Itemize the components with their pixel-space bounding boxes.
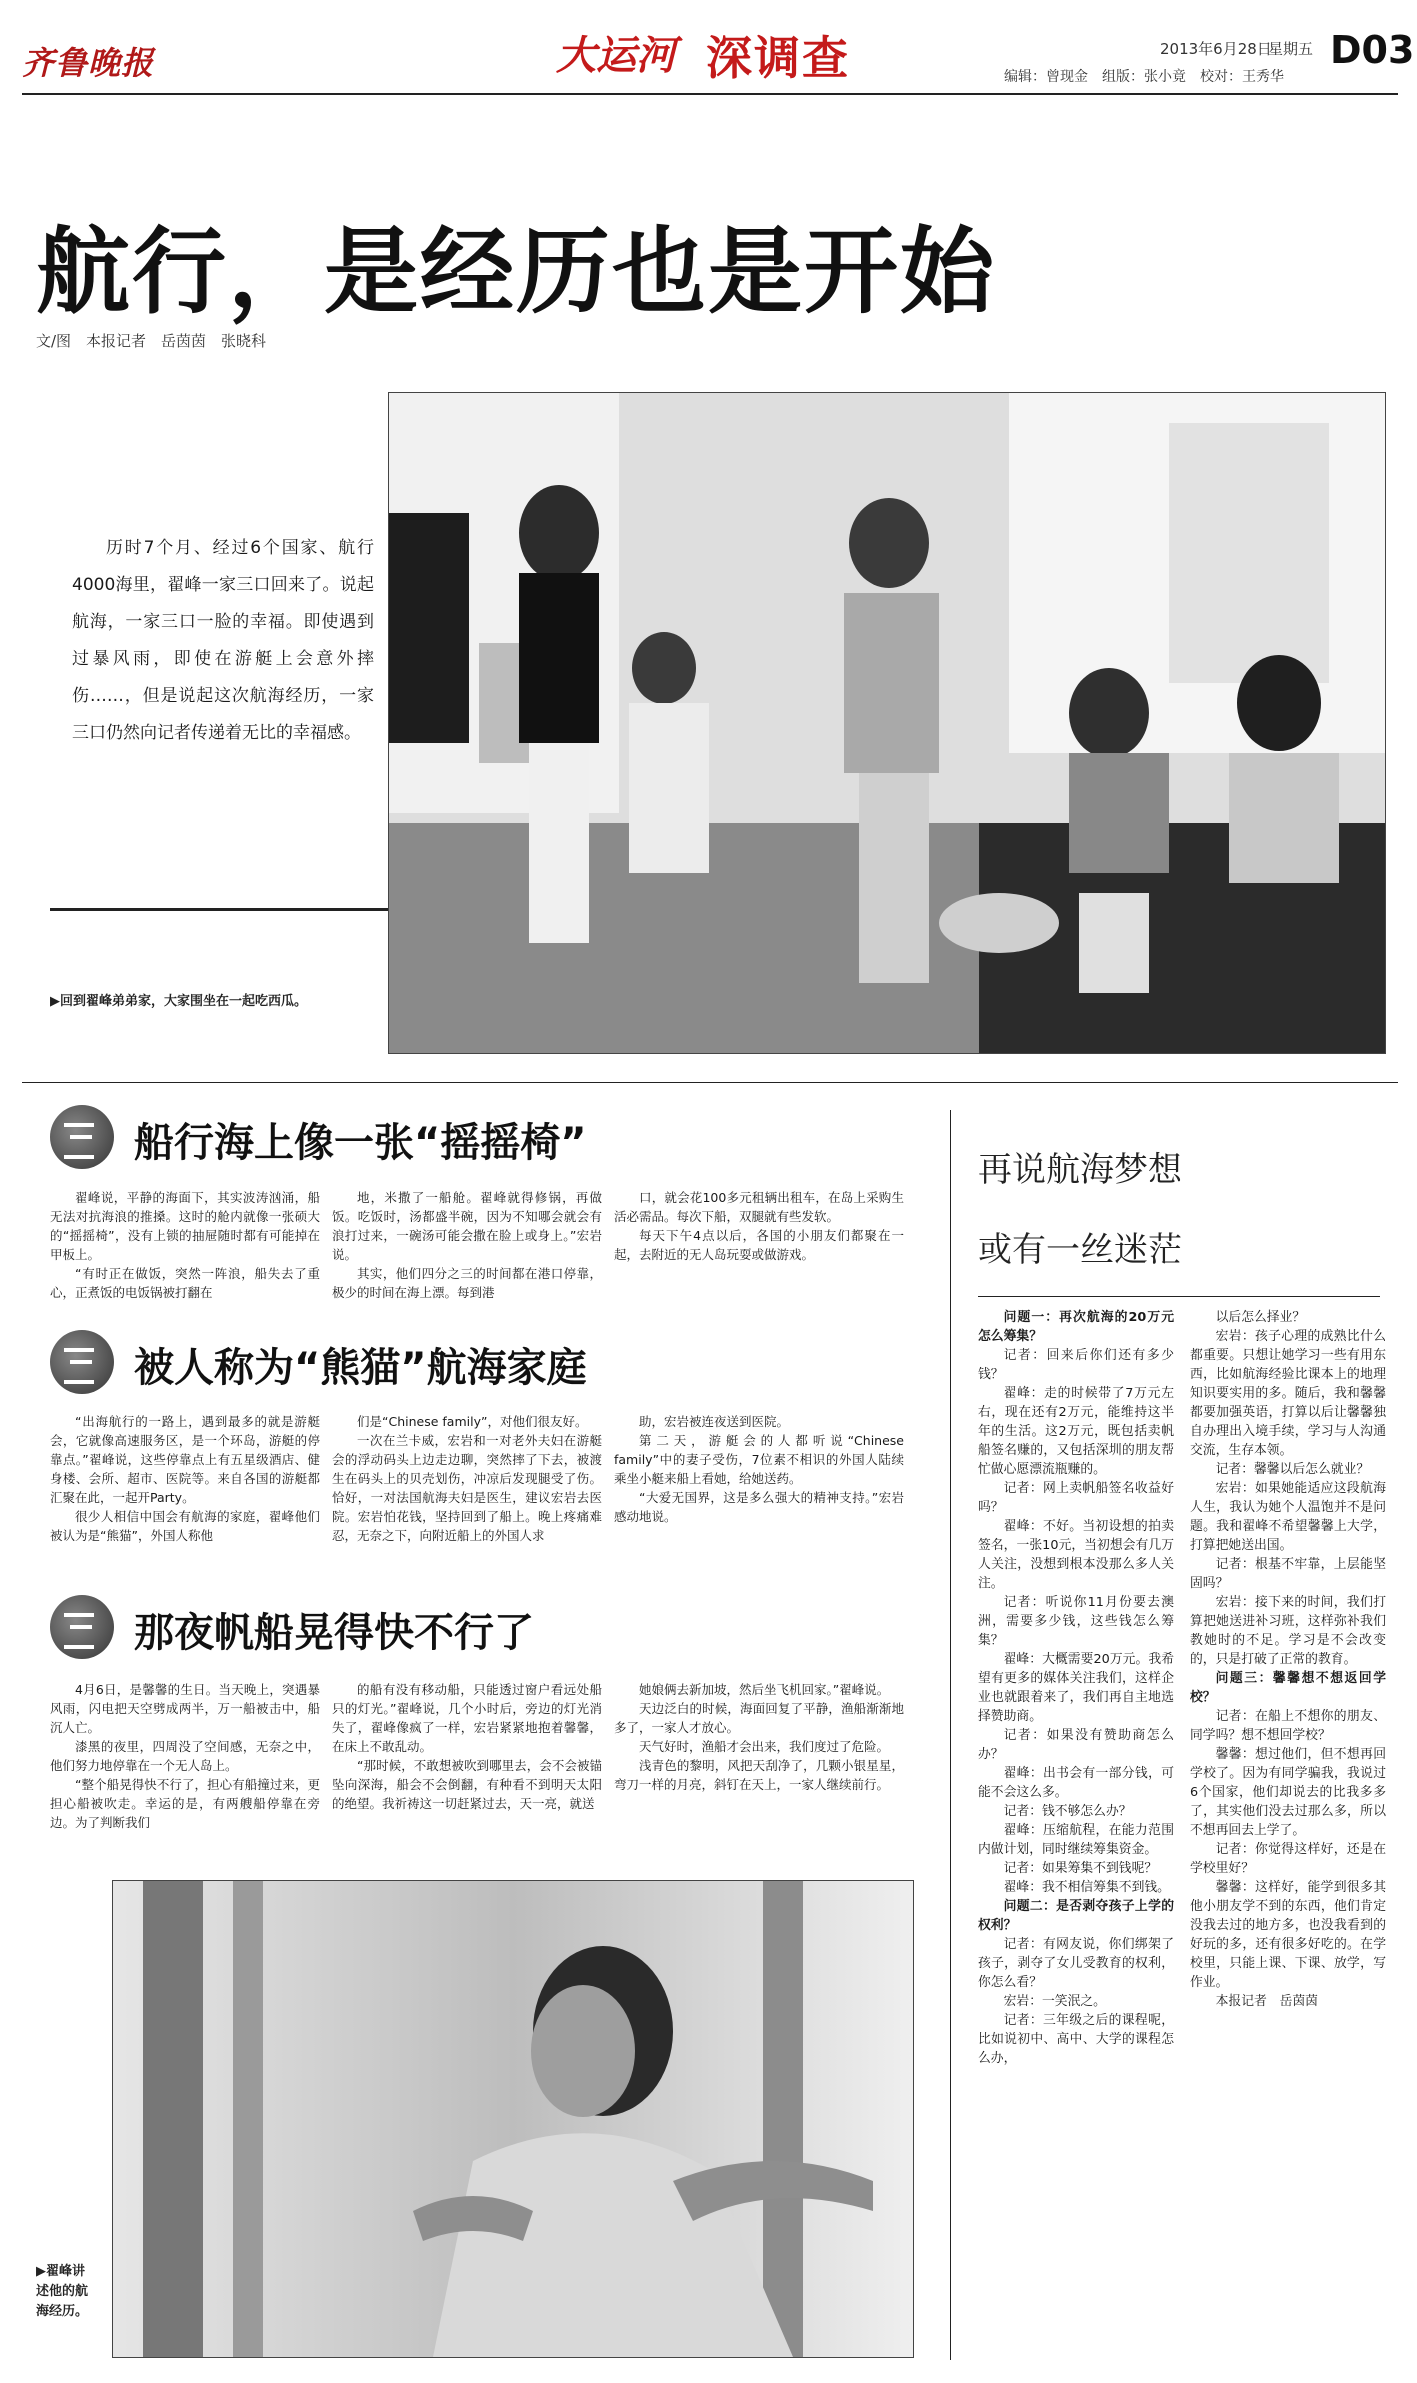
s3c1-p1: 4月6日，是馨馨的生日。当天晚上，突遇暴风雨，闪电把天空劈成两半，万一船被击中，船沉人亡。 [50,1682,320,1735]
section3-col2 [332,1680,602,1813]
s2c1-p2: 很少人相信中国会有航海的家庭，翟峰他们被认为是“熊猫”，外国人称他 [50,1509,320,1543]
sidebar-title-line2: 或有一丝迷茫 [978,1230,1182,1270]
editors-line: 编辑：曾现金 组版：张小竟 校对：王秀华 [1004,69,1284,85]
sidebar-qa-paragraph: 记者：回来后你们还有多少钱？ [978,1348,1174,1382]
section1-menu-icon [50,1105,114,1169]
sidebar-qa-paragraph: 翟峰：走的时候带了7万元左右，现在还有2万元，能维持这半年的生活。这2万元，既包括卖帆船签名赚的，又包括深圳的朋友帮忙做心愿漂流瓶赚的。 [978,1386,1174,1477]
photo-illustration [389,393,1385,1053]
s2c3-p2: 第二天，游艇会的人都听说“Chinese family”中的妻子受伤，7位素不相识的外国人陆续乘坐小艇来船上看她，给她送药。 [614,1433,904,1486]
sidebar-qa-paragraph: 宏岩：接下来的时间，我们打算把她送进补习班，这样弥补我们教她时的不足。学习是不会改变的，只是打破了正常的教育。 [1190,1595,1386,1667]
sidebar-divider [950,1110,951,2360]
section2-col2 [332,1412,602,1545]
lead-text: 历时7个月、经过6个国家、航行4000海里，翟峰一家三口回来了。说起航海，一家三口一脸的幸福。即使遇到过暴风雨，即使在游艇上会意外摔伤……，但是说起这次航海经历，一家三口仍然向记者传递着无比的幸福感。 [72,538,374,743]
section1-col2 [332,1188,602,1302]
s1c2-p2: 其实，他们四分之三的时间都在港口停靠，极少的时间在海上漂。每到港 [332,1266,602,1300]
sidebar-qa-paragraph: 馨馨：想过他们，但不想再回学校了。因为有同学骗我，我说过6个国家，他们却说去的比我多多了，其实他们没去过那么多，所以不想再回去上学了。 [1190,1747,1386,1838]
sidebar-question-heading: 问题一：再次航海的20万元怎么筹集？ [978,1310,1174,1344]
byline: 文/图 本报记者 岳茵茵 张晓科 [36,332,267,350]
sidebar-question-heading: 问题二：是否剥夺孩子上学的权利？ [978,1899,1174,1933]
photo2-caption-line1: ▶翟峰讲 [36,2264,85,2279]
section2-col3 [614,1412,904,1526]
sidebar-qa-paragraph: 记者：有网友说，你们绑架了孩子，剥夺了女儿受教育的权利，你怎么看？ [978,1937,1174,1990]
s3c1-p3: “整个船晃得快不行了，担心有船撞过来，更担心船被吹走。幸运的是，有两艘船停靠在旁边。为了判断我们 [50,1777,320,1830]
headline: 航行，是经历也是开始 [36,218,997,327]
sidebar-title-line1: 再说航海梦想 [978,1150,1182,1190]
section3-header [50,1595,930,1665]
section3-col3 [614,1680,904,1794]
sidebar-qa-paragraph: 记者：如果没有赞助商怎么办？ [978,1728,1174,1762]
section1-title: 船行海上像一张“摇摇椅” [134,1120,587,1166]
lead-box [36,500,374,920]
section2-header [50,1330,930,1400]
s3c3-p4: 浅青色的黎明，风把天刮净了，几颗小银星星，弯刀一样的月亮，斜钉在天上，一家人继续前行。 [614,1758,904,1792]
sidebar-qa-paragraph: 本报记者 岳茵茵 [1215,1994,1318,2009]
sidebar-qa-paragraph: 宏岩：如果她能适应这段航海人生，我认为她个人温饱并不是问题。我和翟峰不希望馨馨上大学，打算把她送出国。 [1190,1481,1386,1553]
sidebar-qa-paragraph: 翟峰：不好。当初设想的拍卖签名，一张10元，当初想会有几万人关注，没想到根本没那么多人关注。 [978,1519,1174,1591]
sidebar-qa-paragraph: 记者：网上卖帆船签名收益好吗？ [978,1481,1174,1515]
s2c2-p2: 一次在兰卡威，宏岩和一对老外夫妇在游艇会的浮动码头上边走边聊，突然摔了下去，被渡生在码头上的贝壳划伤，冲凉后发现腿受了伤。恰好，一对法国航海夫妇是医生，建议宏岩去医院。宏岩怕花钱，坚持回到了船上。晚上疼痛难忍，无奈之下，向附近船上的外国人求 [332,1433,602,1543]
issue-date: 2013年6月28日 [1160,40,1272,58]
issue-weekday: 星期五 [1268,40,1314,58]
masthead-rule [22,93,1398,95]
sidebar-qa-paragraph: 宏岩：孩子心理的成熟比什么都重要。只想让她学习一些有用东西，比如航海经验比课本上的地理知识要实用的多。随后，我和馨馨都要加强英语，打算以后让馨馨独自办理出入境手续，学习与人沟通交流，生存本领。 [1190,1329,1386,1458]
s1c1-p1: 翟峰说，平静的海面下，其实波涛汹涌，船无法对抗海浪的推搡。这时的舱内就像一张硕大的“摇摇椅”，没有上锁的抽屉随时都有可能掉在甲板上。 [50,1190,320,1262]
sidebar-qa-paragraph: 翟峰：我不相信筹集不到钱。 [1003,1880,1170,1895]
section2-col1 [50,1412,320,1545]
sidebar-qa-paragraph: 宏岩：一笑泯之。 [1003,1994,1106,2009]
s2c2-p1: 们是“Chinese family”，对他们很友好。 [357,1414,588,1429]
s2c3-p3: “大爱无国界，这是多么强大的精神支持。”宏岩感动地说。 [614,1490,904,1524]
sidebar-qa-paragraph: 以后怎么择业？ [1215,1310,1306,1325]
s3c1-p2: 漆黑的夜里，四周没了空间感，无奈之中，他们努力地停靠在一个无人岛上。 [50,1739,320,1773]
sidebar-qa-paragraph: 记者：钱不够怎么办？ [1003,1804,1132,1819]
s1c1-p2: “有时正在做饭，突然一阵浪，船失去了重心，正煮饭的电饭锅被打翻在 [50,1266,320,1300]
s3c2-p2: “那时候，不敢想被吹到哪里去，会不会被锚坠向深海，船会不会倒翻，有种看不到明天太阳的绝望。我祈祷这一切赶紧过去，天一亮，就送 [332,1758,602,1811]
masthead [0,0,1417,100]
section1-header [50,1105,930,1175]
sidebar-question-heading: 问题三：馨馨想不想返回学校？ [1190,1671,1386,1705]
sidebar-qa-paragraph: 翟峰：出书会有一部分钱，可能不会这么多。 [978,1766,1174,1800]
s2c1-p1: “出海航行的一路上，遇到最多的就是游艇会，它就像高速服务区，是一个环岛，游艇的停靠点。”翟峰说，这些停靠点上有五星级酒店、健身楼、会所、超市、医院等。来自各国的游艇都汇聚在此，一起开Party。 [50,1414,320,1505]
sidebar-qa-paragraph: 记者：在船上不想你的朋友、同学吗？想不想回学校？ [1190,1709,1386,1743]
main-frame-top [22,1082,1398,1083]
sidebar-qa-paragraph: 记者：如果筹集不到钱呢？ [1003,1861,1158,1876]
section3-menu-icon [50,1595,114,1659]
section3-title: 那夜帆船晃得快不行了 [134,1610,534,1656]
s1c3-p2: 每天下午4点以后，各国的小朋友们都聚在一起，去附近的无人岛玩耍或做游戏。 [614,1228,904,1262]
photo2-caption-line2: 述他的航 [36,2284,89,2299]
photo1-caption: ▶回到翟峰弟弟家，大家围坐在一起吃西瓜。 [50,994,307,1009]
s1c2-p1: 地，米撒了一船舱。翟峰就得修锅，再做饭。吃饭时，汤都盛半碗，因为不知哪会就会有浪打过来，一碗汤可能会撒在脸上或身上。”宏岩说。 [332,1190,602,1262]
sidebar-qa-paragraph: 馨馨：这样好，能学到很多其他小朋友学不到的东西，他们肯定没我去过的地方多，也没我看到的好玩的多，还有很多好吃的。在学校里，只能上课、下课、放学，写作业。 [1190,1880,1386,1990]
s3c2-p1: 的船有没有移动船，只能透过窗户看远处船只的灯光。”翟峰说，几个小时后，旁边的灯光消失了，翟峰像疯了一样，宏岩紧紧地抱着馨馨，在床上不敢乱动。 [332,1682,602,1754]
zhai-feng-portrait-photo [112,1880,914,2358]
photo2-caption-line3: 海经历。 [36,2304,89,2319]
section1-col1 [50,1188,320,1302]
s3c3-p3: 天气好时，渔船才会出来，我们度过了危险。 [639,1739,890,1754]
section1-col3 [614,1188,904,1264]
sidebar-qa-paragraph: 翟峰：压缩航程，在能力范围内做计划，同时继续筹集资金。 [978,1823,1174,1857]
sidebar-qa-paragraph: 记者：你觉得这样好，还是在学校里好？ [1190,1842,1386,1876]
column-title: 深调查 [706,31,850,85]
page-number: D03 [1330,28,1415,72]
sidebar-qa-paragraph: 记者：三年级之后的课程呢，比如说初中、高中、大学的课程怎么办， [978,2013,1174,2066]
sidebar-qa-col2 [1190,1308,1386,2011]
portrait-illustration [113,1881,913,2357]
column-logo: 大运河 [556,32,676,79]
sidebar-qa-paragraph: 记者：听说你11月份要去澳洲，需要多少钱，这些钱怎么筹集？ [978,1595,1174,1648]
s3c3-p1: 她娘俩去新加坡，然后坐飞机回家。”翟峰说。 [639,1682,890,1697]
sidebar-qa-paragraph: 翟峰：大概需要20万元。我希望有更多的媒体关注我们，这样企业也就跟着来了，我们再自主地选择赞助商。 [978,1652,1174,1724]
sidebar-qa-paragraph: 记者：馨馨以后怎么就业？ [1215,1462,1370,1477]
family-eating-watermelon-photo [388,392,1386,1054]
s1c3-p1: 口，就会花100多元租辆出租车，在岛上采购生活必需品。每次下船，双腿就有些发软。 [614,1190,904,1224]
section2-menu-icon [50,1330,114,1394]
paper-name: 齐鲁晚报 [22,44,155,82]
sidebar-qa-paragraph: 记者：根基不牢靠，上层能坚固吗？ [1190,1557,1386,1591]
lead-rule [50,908,388,911]
s3c3-p2: 天边泛白的时候，海面回复了平静，渔船渐渐地多了，一家人才放心。 [614,1701,904,1735]
sidebar-title-rule [978,1296,1380,1297]
sidebar-qa-col1 [978,1308,1174,2068]
section2-title: 被人称为“熊猫”航海家庭 [134,1345,587,1391]
section3-col1 [50,1680,320,1832]
s2c3-p1: 助，宏岩被连夜送到医院。 [639,1414,790,1429]
photo2-caption [36,2262,108,2322]
